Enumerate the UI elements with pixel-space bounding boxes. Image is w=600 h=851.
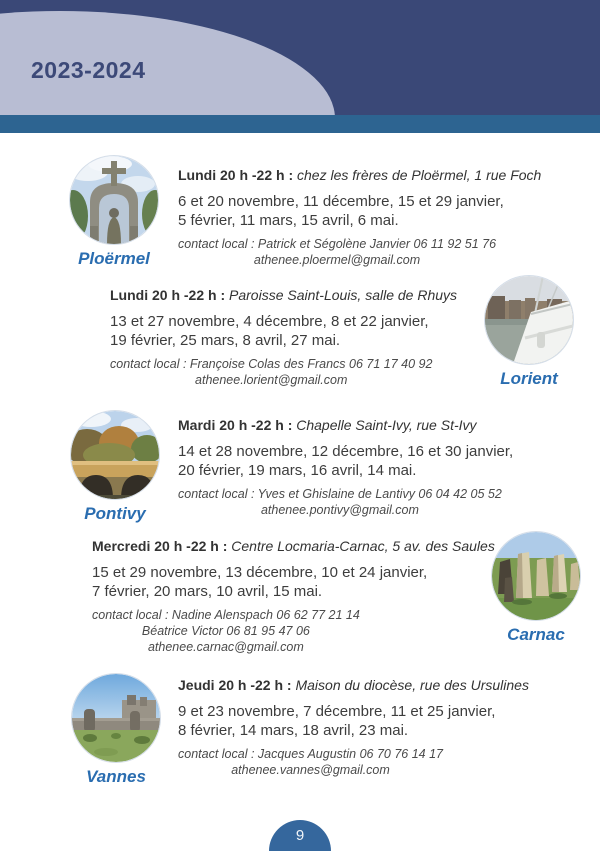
schedule-heading: [178, 166, 541, 184]
contact-line: contact local : Nadine Alenspach 06 62 77 21 14: [92, 608, 360, 622]
contact-info: [178, 236, 496, 268]
page-number-badge: [269, 820, 331, 851]
dates-line: 7 février, 20 mars, 10 avril, 15 mai.: [92, 583, 323, 600]
venue: Paroisse Saint-Louis, salle de Rhuys: [229, 287, 458, 303]
entry-carnac: [92, 537, 495, 656]
session-dates: [110, 312, 457, 350]
venue: Maison du diocèse, rue des Ursulines: [295, 677, 529, 693]
contact-line: contact local : Françoise Colas des Francs 06 71 17 40 92: [110, 357, 433, 371]
contact-line: Béatrice Victor 06 81 95 47 06: [141, 624, 310, 638]
session-dates: [178, 192, 541, 230]
stone-bridge-photo: [71, 411, 159, 499]
entry-pontivy: [178, 416, 513, 519]
menhirs-photo: [492, 532, 580, 620]
schedule-heading: [178, 416, 513, 434]
contact-line: contact local : Yves et Ghislaine de Lantivy 06 04 42 05 52: [178, 487, 502, 501]
contact-email: athenee.lorient@gmail.com: [195, 373, 348, 387]
day-time: Jeudi 20 h -22 h :: [178, 677, 292, 693]
dates-line: 5 février, 11 mars, 15 avril, 6 mai.: [178, 212, 399, 229]
contact-email: athenee.pontivy@gmail.com: [260, 503, 419, 517]
dates-line: 13 et 27 novembre, 4 décembre, 8 et 22 janvier,: [110, 313, 429, 330]
ramparts-photo: [72, 674, 160, 762]
page-number: 9: [295, 827, 305, 844]
contact-line: contact local : Patrick et Ségolène Janvier 06 11 92 51 76: [178, 237, 497, 251]
contact-info: [92, 607, 360, 655]
day-time: Mercredi 20 h -22 h :: [92, 538, 228, 554]
schedule-heading: [110, 286, 457, 304]
entry-ploermel: [178, 166, 541, 269]
schedule-heading: [178, 676, 529, 694]
contact-info: [178, 746, 443, 778]
lorient-photo-group: [485, 276, 573, 389]
session-dates: [178, 442, 513, 480]
contact-email: athenee.ploermel@gmail.com: [253, 253, 421, 267]
dates-line: 8 février, 14 mars, 18 avril, 23 mai.: [178, 722, 409, 739]
page-header: [0, 0, 600, 115]
day-time: Lundi 20 h -22 h :: [110, 287, 226, 303]
contact-email: athenee.vannes@gmail.com: [231, 763, 390, 777]
cross-monument-photo: [70, 156, 158, 244]
school-year-text: 2023-2024: [31, 57, 146, 83]
contact-info: [178, 486, 502, 518]
venue: Chapelle Saint-Ivy, rue St-Ivy: [296, 417, 477, 433]
dates-line: 6 et 20 novembre, 11 décembre, 15 et 29 janvier,: [178, 193, 504, 210]
city-label-carnac: Carnac: [507, 625, 565, 644]
venue: chez les frères de Ploërmel, 1 rue Foch: [297, 167, 542, 183]
dates-line: 20 février, 19 mars, 16 avril, 14 mai.: [178, 462, 417, 479]
contact-info: [110, 356, 432, 388]
schedule-heading: [92, 537, 495, 555]
ploermel-photo-group: [70, 156, 158, 269]
dates-line: 14 et 28 novembre, 12 décembre, 16 et 30 janvier,: [178, 443, 514, 460]
vannes-photo-group: [72, 674, 160, 787]
entry-lorient: [110, 286, 457, 389]
contact-line: contact local : Jacques Augustin 06 70 76 14 17: [178, 747, 443, 761]
entry-vannes: [178, 676, 529, 779]
header-stripe: [0, 115, 600, 133]
day-time: Mardi 20 h -22 h :: [178, 417, 293, 433]
sailboat-harbour-photo: [485, 276, 573, 364]
city-label-ploermel: Ploërmel: [78, 249, 150, 268]
session-dates: [178, 702, 529, 740]
session-dates: [92, 563, 495, 601]
city-label-vannes: Vannes: [86, 767, 146, 786]
dates-line: 15 et 29 novembre, 13 décembre, 10 et 24 janvier,: [92, 564, 428, 581]
city-label-pontivy: Pontivy: [84, 504, 146, 523]
venue: Centre Locmaria-Carnac, 5 av. des Saules: [231, 538, 495, 554]
contact-email: athenee.carnac@gmail.com: [147, 640, 304, 654]
dates-line: 19 février, 25 mars, 8 avril, 27 mai.: [110, 332, 341, 349]
dates-line: 9 et 23 novembre, 7 décembre, 11 et 25 janvier,: [178, 703, 496, 720]
carnac-photo-group: [492, 532, 580, 645]
pontivy-photo-group: [71, 411, 159, 524]
city-label-lorient: Lorient: [500, 369, 558, 388]
day-time: Lundi 20 h -22 h :: [178, 167, 294, 183]
